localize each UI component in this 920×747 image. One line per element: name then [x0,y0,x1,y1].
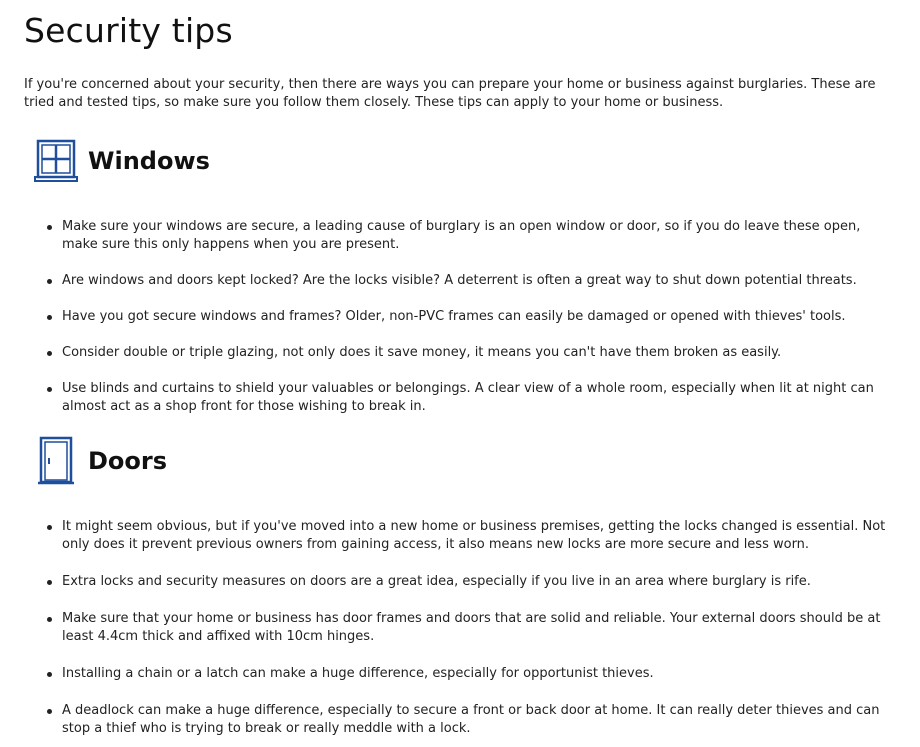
list-item: Make sure your windows are secure, a leading cause of burglary is an open window or door, so if you do leave these open, make sure this only happens when you are present. [62,218,896,254]
list-item: Use blinds and curtains to shield your valuables or belongings. A clear view of a whole room, especially when lit at night can almost act as a shop front for those wishing to break in. [62,380,896,416]
list-item: Consider double or triple glazing, not only does it save money, it means you can't have them broken as easily. [62,344,896,362]
list-item: Extra locks and security measures on doors are a great idea, especially if you live in an area where burglary is rife. [62,573,896,591]
list-item: Make sure that your home or business has door frames and doors that are solid and reliable. Your external doors should be at least 4.4cm thick and affixed with 10cm hinges. [62,610,896,646]
list-item: Installing a chain or a latch can make a huge difference, especially for opportunist thieves. [62,665,896,683]
list-item: It might seem obvious, but if you've moved into a new home or business premises, getting the locks changed is essential. Not only does it prevent previous owners from gaining access, it also means new locks are more secure and less worn. [62,518,896,554]
windows-heading: Windows [88,147,210,175]
list-item: Have you got secure windows and frames? Older, non-PVC frames can easily be damaged or opened with thieves' tools. [62,308,896,326]
doors-heading: Doors [88,447,168,475]
list-item: Are windows and doors kept locked? Are the locks visible? A deterrent is often a great way to shut down potential threats. [62,272,896,290]
list-item: A deadlock can make a huge difference, especially to secure a front or back door at home. It can really deter thieves and can stop a thief who is trying to break or really meddle with a lock. [62,702,896,738]
intro-paragraph: If you're concerned about your security, then there are ways you can prepare your home or business against burglaries. These are tried and tested tips, so make sure you follow them closely. These tips can apply to your home or business. [24,77,876,110]
window-icon [32,136,80,186]
doors-tips-list [24,518,896,738]
door-icon [32,436,80,486]
page-title: Security tips [24,11,233,50]
windows-tips-list [24,218,896,416]
windows-section-header [32,136,896,186]
doors-section-header [32,436,896,486]
